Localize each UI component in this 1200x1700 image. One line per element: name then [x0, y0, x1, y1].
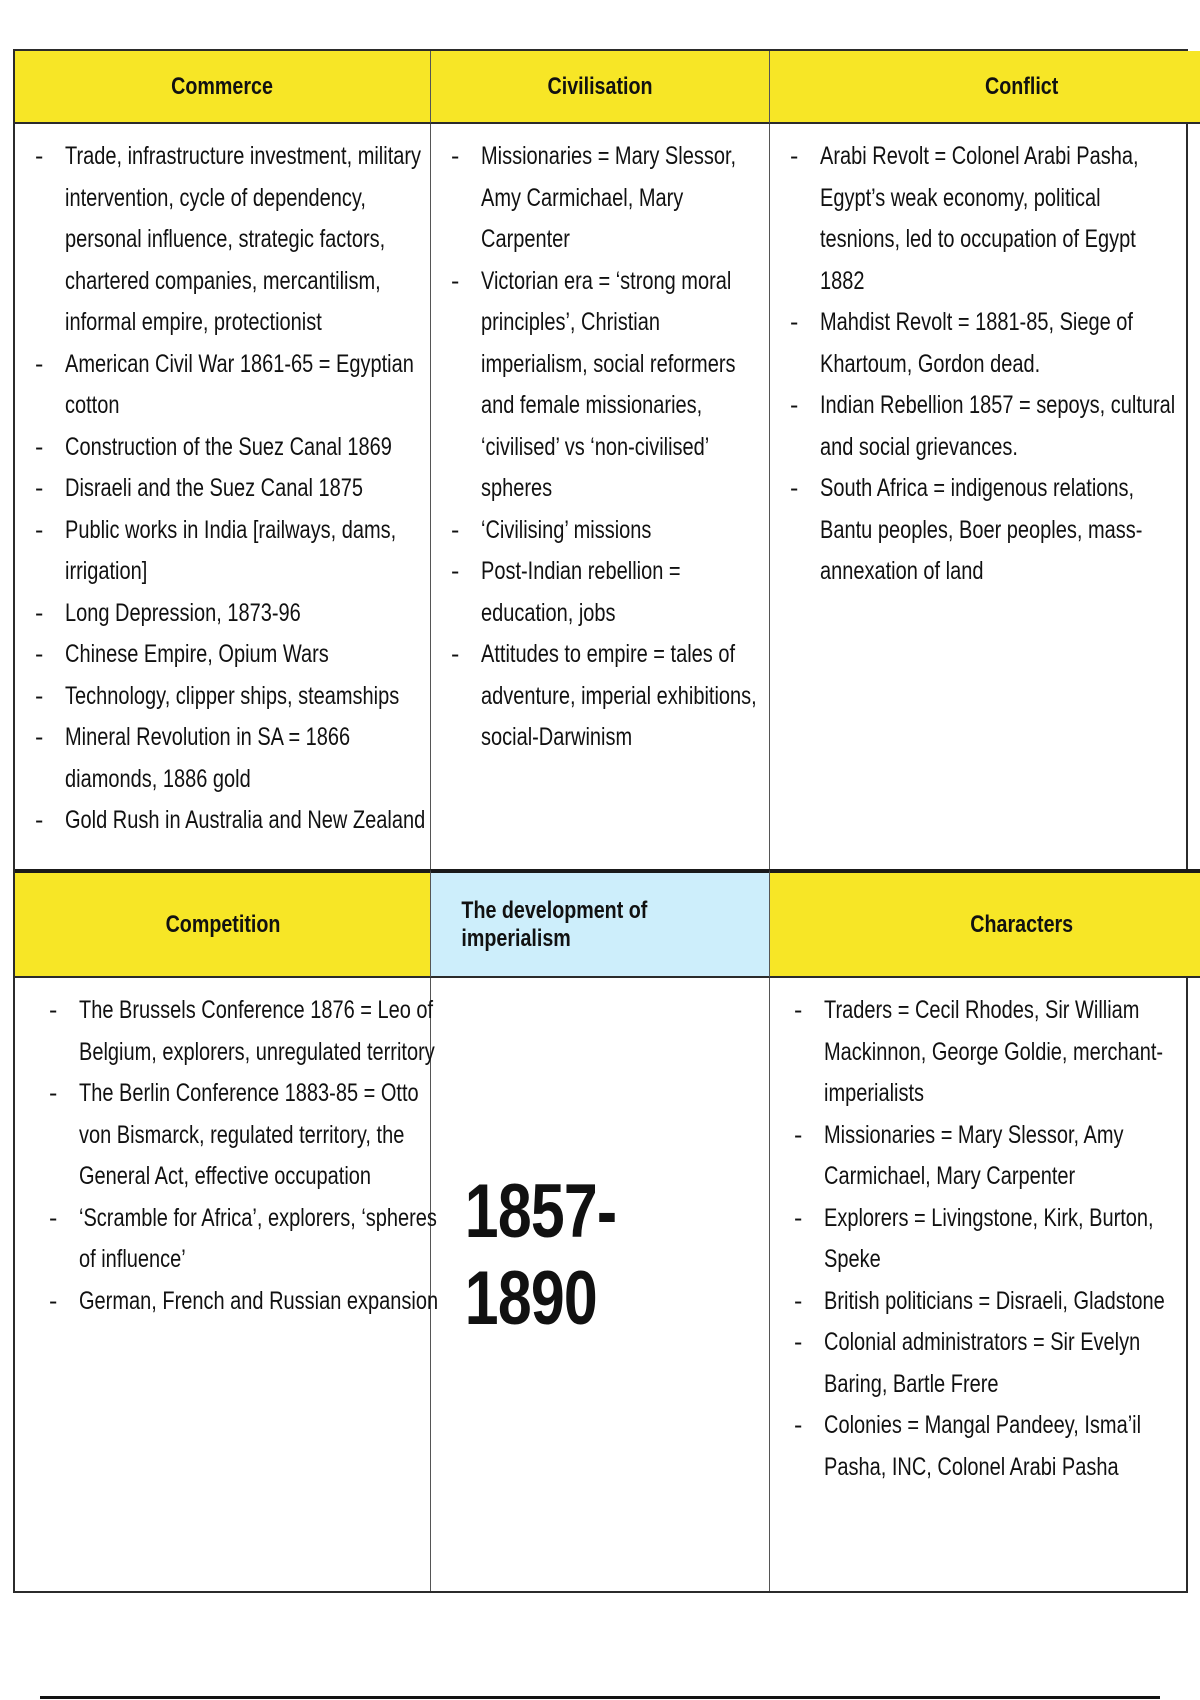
characters-item-line: - Colonies = Mangal Pandeey, Isma’il [824, 1411, 1142, 1439]
characters-item-line: - Colonial administrators = Sir Evelyn [824, 1328, 1141, 1356]
civilisation-item-line: and female missionaries, [481, 391, 703, 419]
characters-item-line: - British politicians = Disraeli, Gladstone [824, 1286, 1165, 1315]
civilisation-item-line: spheres [481, 474, 553, 502]
civilisation-item [451, 551, 759, 634]
commerce-item-line: - American Civil War 1861-65 = Egyptian [65, 349, 414, 378]
commerce-item-line: - Construction of the Suez Canal 1869 [65, 432, 392, 461]
characters-item-line: Speke [824, 1245, 881, 1273]
civilisation-item [451, 136, 759, 261]
conflict-item-line: - South Africa = indigenous relations, [820, 474, 1135, 502]
commerce-item-line: - Gold Rush in Australia and New Zealand [65, 806, 426, 834]
commerce-item [35, 468, 420, 510]
civilisation-item-line: principles’, Christian [481, 308, 660, 336]
commerce-item [35, 800, 426, 842]
competition-item-line: - ‘Scramble for Africa’, explorers, ‘spheres [79, 1203, 437, 1232]
header-conflict-label: Conflict [985, 72, 1059, 100]
conflict-item-line: Bantu peoples, Boer peoples, mass- [820, 515, 1143, 544]
commerce-item-line: diamonds, 1886 gold [65, 764, 251, 793]
competition-item-line: - The Berlin Conference 1883-85 = Otto [79, 1079, 419, 1107]
civilisation-item-line: - Missionaries = Mary Slessor, [481, 142, 737, 170]
header-civilisation-label: Civilisation [547, 72, 653, 100]
characters-item-line: - Explorers = Livingstone, Kirk, Burton, [824, 1203, 1154, 1232]
header-competition-label: Competition [165, 910, 280, 938]
characters-item [794, 1322, 1200, 1405]
commerce-item [35, 427, 420, 469]
characters-item-line: Baring, Bartle Frere [824, 1369, 999, 1398]
civilisation-item-line: - Attitudes to empire = tales of [481, 640, 736, 668]
commerce-item [35, 634, 420, 676]
commerce-item-line: intervention, cycle of dependency, [65, 183, 366, 212]
competition-item-line: von Bismarck, regulated territory, the [79, 1120, 405, 1149]
commerce-item-line: chartered companies, mercantilism, [65, 266, 381, 295]
commerce-item-line: irrigation] [65, 557, 148, 585]
civilisation-list [451, 136, 759, 759]
header-civilisation [431, 51, 770, 124]
characters-item [794, 1115, 1200, 1198]
commerce-item-line: - Public works in India [railways, dams, [65, 515, 397, 544]
characters-item-line: imperialists [824, 1079, 925, 1107]
conflict-item-line: Khartoum, Gordon dead. [820, 349, 1041, 378]
civilisation-item-line: - Victorian era = ‘strong moral [481, 266, 732, 295]
commerce-item-line: - Trade, infrastructure investment, military [65, 142, 422, 170]
civilisation-item-line: adventure, imperial exhibitions, [481, 681, 757, 710]
competition-cell [15, 978, 439, 1591]
bottom-divider [40, 1696, 1160, 1699]
header-commerce [15, 51, 431, 124]
characters-cell [770, 978, 1200, 1591]
period-cell [431, 978, 770, 1591]
commerce-item [35, 136, 420, 344]
commerce-item-line: - Chinese Empire, Opium Wars [65, 640, 329, 668]
conflict-item-line: annexation of land [820, 557, 984, 585]
conflict-list [790, 136, 1200, 593]
conflict-item-line: Egypt’s weak economy, political [820, 183, 1101, 212]
header-characters-label: Characters [970, 910, 1074, 938]
civilisation-item-line: ‘civilised’ vs ‘non-civilised’ [481, 432, 710, 461]
commerce-item [35, 717, 420, 800]
conflict-item-line: tesnions, led to occupation of Egypt [820, 225, 1136, 253]
commerce-item-line: informal empire, protectionist [65, 308, 322, 336]
commerce-item [35, 676, 420, 718]
header-competition [15, 869, 431, 978]
header-commerce-label: Commerce [171, 72, 274, 100]
competition-item-line: General Act, effective occupation [79, 1162, 372, 1190]
competition-item [49, 1198, 437, 1281]
characters-item [794, 1405, 1200, 1488]
conflict-item [790, 302, 1200, 385]
civilisation-item-line: social-Darwinism [481, 723, 633, 751]
competition-item [49, 1281, 439, 1323]
header-development [431, 869, 770, 978]
conflict-item-line: - Mahdist Revolt = 1881-85, Siege of [820, 308, 1133, 336]
civilisation-item [451, 510, 759, 552]
competition-item [49, 1073, 420, 1198]
characters-item [794, 1281, 1200, 1323]
conflict-cell [770, 124, 1200, 869]
conflict-item-line: - Indian Rebellion 1857 = sepoys, cultural [820, 391, 1176, 419]
commerce-item-line: cotton [65, 391, 120, 419]
civilisation-item-line: Carpenter [481, 225, 570, 253]
commerce-item [35, 510, 420, 593]
header-conflict [770, 51, 1200, 124]
civilisation-item-line: imperialism, social reformers [481, 349, 736, 378]
civilisation-item-line: Amy Carmichael, Mary [481, 183, 684, 212]
commerce-item-line: personal influence, strategic factors, [65, 225, 386, 253]
conflict-item [790, 136, 1200, 302]
competition-item-line: Belgium, explorers, unregulated territory [79, 1037, 435, 1066]
commerce-cell [15, 124, 431, 869]
civilisation-item [451, 261, 759, 510]
competition-list [49, 990, 439, 1322]
characters-item-line: - Traders = Cecil Rhodes, Sir William [824, 996, 1140, 1024]
commerce-item [35, 593, 420, 635]
characters-list [794, 990, 1200, 1488]
conflict-item-line: 1882 [820, 266, 865, 295]
characters-item-line: Pasha, INC, Colonel Arabi Pasha [824, 1452, 1119, 1481]
civilisation-item-line: - Post-Indian rebellion = [481, 557, 681, 585]
commerce-item-line: - Long Depression, 1873-96 [65, 598, 301, 627]
civilisation-cell [431, 124, 770, 869]
commerce-list [35, 136, 426, 842]
commerce-item-line: - Mineral Revolution in SA = 1866 [65, 723, 351, 751]
characters-item-line: - Missionaries = Mary Slessor, Amy [824, 1120, 1124, 1149]
header-development-label: The development of imperialism [461, 896, 648, 952]
characters-item [794, 1198, 1200, 1281]
commerce-item-line: - Technology, clipper ships, steamships [65, 681, 400, 710]
competition-item [49, 990, 435, 1073]
period-label: 1857-1890 [464, 1168, 617, 1341]
characters-item [794, 990, 1200, 1115]
commerce-item-line: - Disraeli and the Suez Canal 1875 [65, 474, 363, 502]
imperialism-summary-table [13, 49, 1188, 1593]
conflict-item-line: - Arabi Revolt = Colonel Arabi Pasha, [820, 142, 1139, 170]
conflict-item [790, 468, 1200, 593]
characters-item-line: Carmichael, Mary Carpenter [824, 1162, 1076, 1190]
civilisation-item-line: education, jobs [481, 598, 616, 627]
civilisation-item-line: - ‘Civilising’ missions [481, 515, 652, 544]
characters-item-line: Mackinnon, George Goldie, merchant- [824, 1037, 1164, 1066]
competition-item-line: - The Brussels Conference 1876 = Leo of [79, 996, 434, 1024]
header-characters [770, 869, 1200, 978]
commerce-item [35, 344, 420, 427]
competition-item-line: - German, French and Russian expansion [79, 1286, 439, 1315]
conflict-item [790, 385, 1200, 468]
competition-item-line: of influence’ [79, 1245, 186, 1273]
conflict-item-line: and social grievances. [820, 432, 1018, 461]
civilisation-item [451, 634, 759, 759]
